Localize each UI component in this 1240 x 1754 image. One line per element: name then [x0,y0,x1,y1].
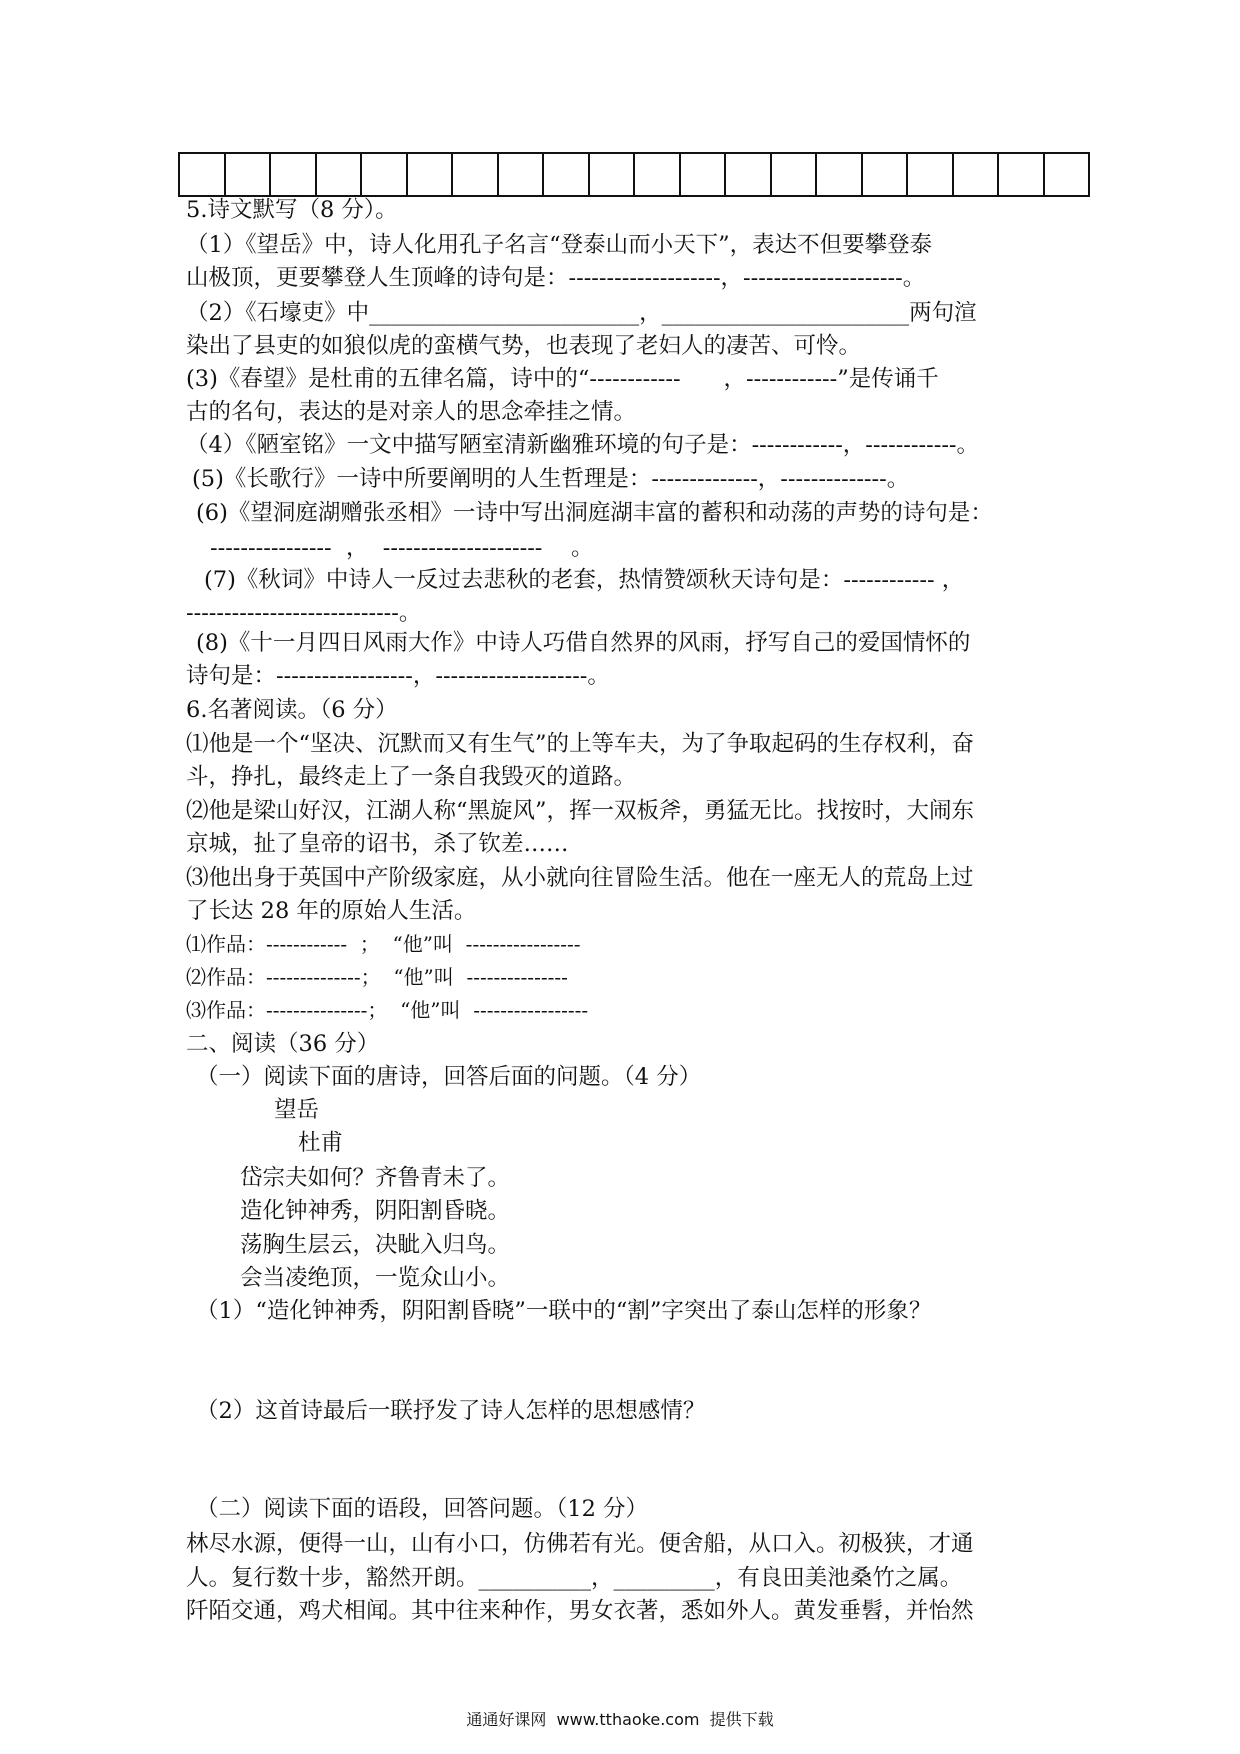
answer-line: ⑵作品：--------------； “他”叫 --------------- [186,965,568,989]
grid-cell [1045,154,1089,195]
question-line: ⑴他是一个“坚决、沉默而又有生气”的上等车夫，为了争取起码的生存权利，奋 [186,731,975,757]
subsection-heading: （二）阅读下面的语段，回答问题。（12 分） [196,1496,649,1522]
subsection-heading: （一）阅读下面的唐诗，回答后面的问题。（4 分） [196,1064,702,1090]
grid-cell [408,154,454,195]
grid-cell [635,154,681,195]
grid-cell [681,154,727,195]
passage-line: 林尽水源，便得一山，山有小口，仿佛若有光。便舍船，从口入。初极狭，才通 [186,1531,974,1557]
grid-cell [590,154,636,195]
poem-line: 岱宗夫如何？齐鲁青未了。 [240,1165,511,1191]
poem-line: 会当凌绝顶，一览众山小。 [240,1265,511,1291]
poem-title: 望岳 [274,1097,320,1123]
question-line: 斗，挣扎，最终走上了一条自我毁灭的道路。 [186,764,637,790]
section-5-heading: 5.诗文默写（8 分）。 [186,197,398,223]
answer-line: ⑴作品：------------ ； “他”叫 ----------------- [186,932,581,956]
question-line: ---------------- ， --------------------- 。 [210,535,594,561]
grid-cell [317,154,363,195]
grid-cell [271,154,317,195]
grid-cell [726,154,772,195]
question-line: (3)《春望》是杜甫的五律名篇，诗中的“------------ ，------------”是传诵千 [186,366,939,392]
answer-line: ⑶作品：---------------； “他”叫 ----------------- [186,998,589,1022]
answer-grid [178,152,1090,197]
grid-cell [453,154,499,195]
grid-cell [772,154,818,195]
grid-cell [362,154,408,195]
poem-author: 杜甫 [298,1130,344,1156]
question-line: 古的名句，表达的是对亲人的思念牵挂之情。 [186,399,637,425]
section-6-heading: 6.名著阅读。（6 分） [186,697,398,723]
question-line: (8)《十一月四日风雨大作》中诗人巧借自然界的风雨，抒写自己的爱国情怀的 [196,630,971,656]
poem-line: 荡胸生层云，决眦入归鸟。 [240,1232,511,1258]
question-line: 京城，扯了皇帝的诏书，杀了钦差…… [186,831,569,857]
passage-line: 阡陌交通，鸡犬相闻。其中往来种作，男女衣著，悉如外人。黄发垂髫，并怡然 [186,1598,974,1624]
grid-cell [817,154,863,195]
grid-cell [499,154,545,195]
grid-cell [863,154,909,195]
question-line: （2）《石壕吏》中________________________，______________________两句渲 [186,300,977,326]
question-line: (7)《秋词》中诗人一反过去悲秋的老套，热情赞颂秋天诗句是：------------ ， [204,567,965,593]
grid-cell [999,154,1045,195]
question-line: 诗句是：------------------，--------------------。 [186,663,610,689]
question-line: （2）这首诗最后一联抒发了诗人怎样的思想感情？ [196,1398,706,1424]
question-line: ⑶他出身于英国中产阶级家庭，从小就向往冒险生活。他在一座无人的荒岛上过 [186,865,974,891]
poem-line: 造化钟神秀，阴阳割昏晓。 [240,1198,511,1224]
page-footer: 通通好课网 www.tthaoke.com 提供下载 [466,1710,774,1729]
question-line: (6)《望洞庭湖赠张丞相》一诗中写出洞庭湖丰富的蓄积和动荡的声势的诗句是： [196,500,993,526]
grid-cell [180,154,226,195]
question-line: (5)《长歌行》一诗中所要阐明的人生哲理是：--------------，--------------。 [192,466,910,492]
grid-cell [226,154,272,195]
question-line: ⑵他是梁山好汉，江湖人称“黑旋风”，挥一双板斧，勇猛无比。找按时，大闹东 [186,798,975,824]
question-line: （1）“造化钟神秀，阴阳割昏晓”一联中的“割”字突出了泰山怎样的形象？ [196,1298,932,1324]
question-line: 染出了县吏的如狼似虎的蛮横气势，也表现了老妇人的凄苦、可怜。 [186,333,862,359]
question-line: 了长达 28 年的原始人生活。 [186,898,477,924]
question-line: （4）《陋室铭》一文中描写陋室清新幽雅环境的句子是：------------，------------。 [186,432,980,458]
question-line: 山极顶，更要攀登人生顶峰的诗句是：--------------------，---------------------。 [186,265,926,291]
passage-line: 人。复行数十步，豁然开朗。__________，_________，有良田美池桑竹之属。 [186,1565,963,1591]
question-line: （1）《望岳》中，诗人化用孔子名言“登泰山而小天下”，表达不但要攀登泰 [186,232,933,258]
part-2-heading: 二、阅读（36 分） [186,1031,380,1057]
grid-cell [908,154,954,195]
question-line: ----------------------------。 [186,600,422,626]
grid-cell [544,154,590,195]
grid-cell [954,154,1000,195]
